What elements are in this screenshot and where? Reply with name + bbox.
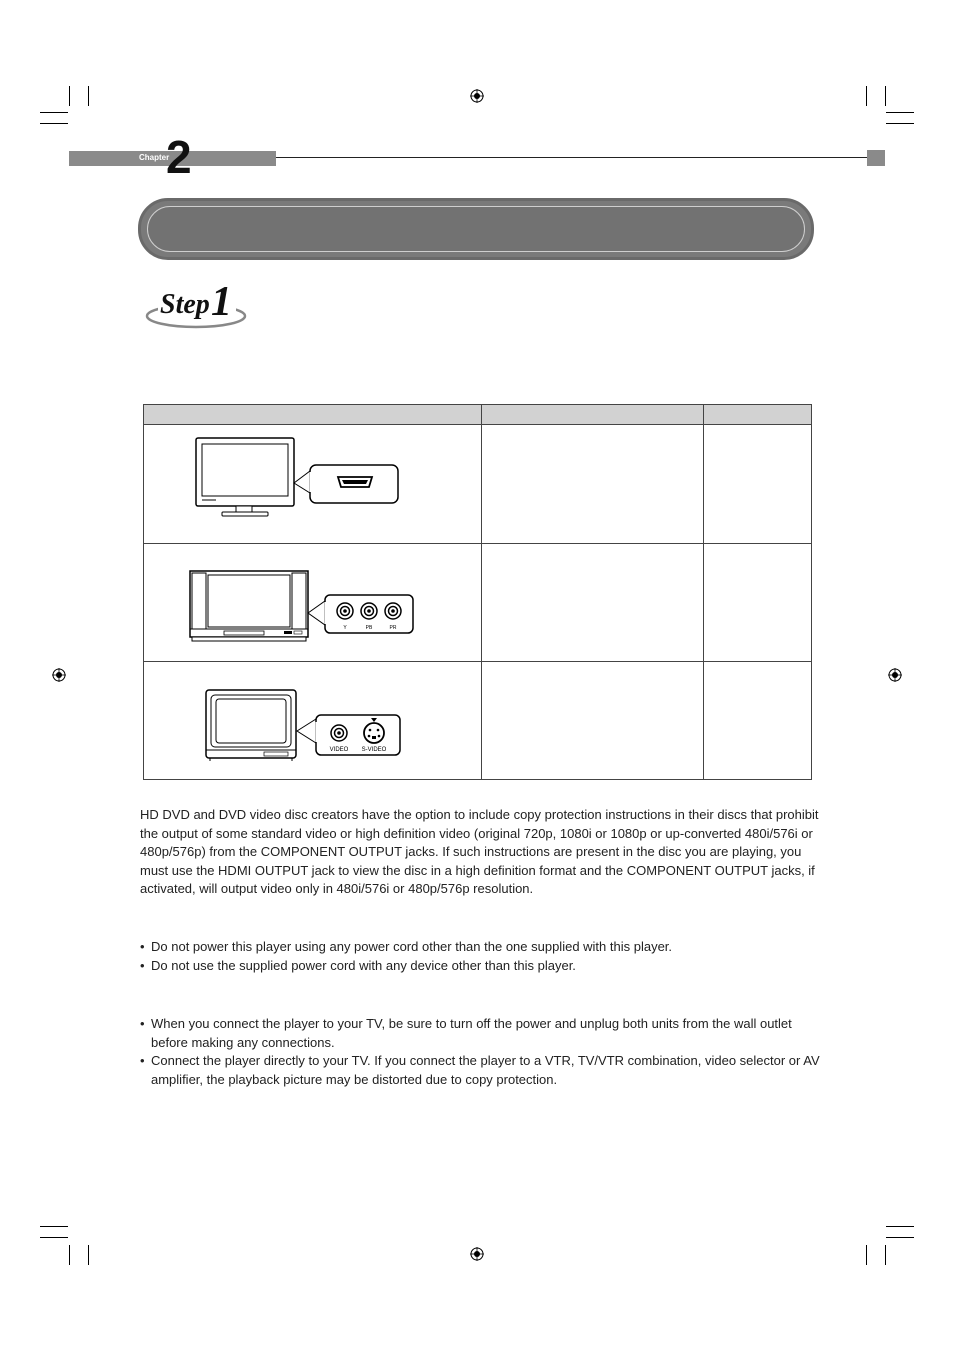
- list-item: [140, 938, 820, 957]
- jack-label: Y: [343, 625, 347, 631]
- list-item: [140, 1052, 820, 1089]
- flat-tv-icon: [196, 438, 294, 516]
- connection-notes: [140, 1015, 820, 1089]
- registration-mark-icon: [888, 668, 902, 682]
- crop-mark: [40, 112, 68, 113]
- bullet-icon: •: [140, 1016, 145, 1031]
- table-column-divider: [481, 405, 482, 779]
- table-row-divider: [144, 543, 811, 544]
- chapter-label: Chapter: [139, 153, 170, 162]
- step-logo: [140, 278, 250, 334]
- component-tv-illustration: [188, 567, 418, 651]
- jack-label: S-VIDEO: [361, 747, 387, 753]
- crop-mark: [88, 1245, 89, 1265]
- jack-label: VIDEO: [329, 747, 349, 753]
- registration-mark-icon: [52, 668, 66, 682]
- crop-mark: [69, 86, 70, 106]
- crop-mark: [886, 1237, 914, 1238]
- step-number: 1: [211, 279, 232, 325]
- chapter-rule: [276, 157, 867, 158]
- jack-label: PB: [365, 625, 373, 631]
- hdmi-tv-illustration: [194, 435, 404, 520]
- crop-mark: [885, 1245, 886, 1265]
- crt-tv-icon: [206, 690, 296, 761]
- crop-mark: [866, 86, 867, 106]
- crop-mark: [866, 1245, 867, 1265]
- chapter-end-block: [867, 150, 885, 166]
- list-item: [140, 957, 820, 976]
- crop-mark: [40, 123, 68, 124]
- step-word: Step: [160, 289, 210, 320]
- chapter-number: 2: [166, 131, 190, 183]
- video-jack-icon: [331, 725, 347, 741]
- connection-table: [143, 404, 812, 780]
- copy-protection-note: HD DVD and DVD video disc creators have the option to include copy protection instructions in their discs that prohibit the output of some standard video or high definition video (original 720p, 1080i or 1080p or up-converted 480i/576i or 480p/576p) from the COMPONENT OUTPUT jacks. If such instructions are present in the disc you are playing, you must use the HDMI OUTPUT jack to view the disc in a high definition format and the COMPONENT OUTPUT jacks, if activated, will output video only in 480i/576i or 480p/576p resolution.: [140, 807, 819, 896]
- bullet-icon: •: [140, 957, 145, 973]
- crop-mark: [40, 1226, 68, 1227]
- bullet-icon: •: [140, 939, 145, 954]
- section-banner: [138, 198, 814, 260]
- component-jack-icon: [337, 603, 401, 619]
- widescreen-tv-icon: [190, 571, 308, 641]
- list-item-text: Connect the player directly to your TV. If you connect the player to a VTR, TV/VTR combination, video selector or AV amplifier, the playback picture may be distorted due to copy protection.: [151, 1053, 820, 1087]
- list-item-text: Do not power this player using any power cord other than the one supplied with this player.: [151, 939, 673, 954]
- bullet-icon: •: [140, 1053, 145, 1068]
- jack-label: PR: [389, 625, 397, 631]
- crop-mark: [40, 1237, 68, 1238]
- banner-inner: [147, 206, 805, 252]
- crop-mark: [886, 123, 914, 124]
- crop-mark: [885, 86, 886, 106]
- list-item: [140, 1015, 820, 1052]
- table-column-divider: [703, 405, 704, 779]
- hdmi-port-icon: [338, 477, 372, 487]
- table-row-divider: [144, 661, 811, 662]
- registration-mark-icon: [470, 1247, 484, 1261]
- power-cord-notes: [140, 938, 820, 975]
- crop-mark: [69, 1245, 70, 1265]
- crt-tv-illustration: [204, 687, 404, 767]
- table-header: [144, 405, 811, 425]
- crop-mark: [88, 86, 89, 106]
- list-item-text: Do not use the supplied power cord with any device other than this player.: [151, 957, 576, 973]
- crop-mark: [886, 112, 914, 113]
- registration-mark-icon: [470, 89, 484, 103]
- list-item-text: When you connect the player to your TV, be sure to turn off the power and unplug both units from the wall outlet before making any connections.: [151, 1016, 792, 1050]
- crop-mark: [886, 1226, 914, 1227]
